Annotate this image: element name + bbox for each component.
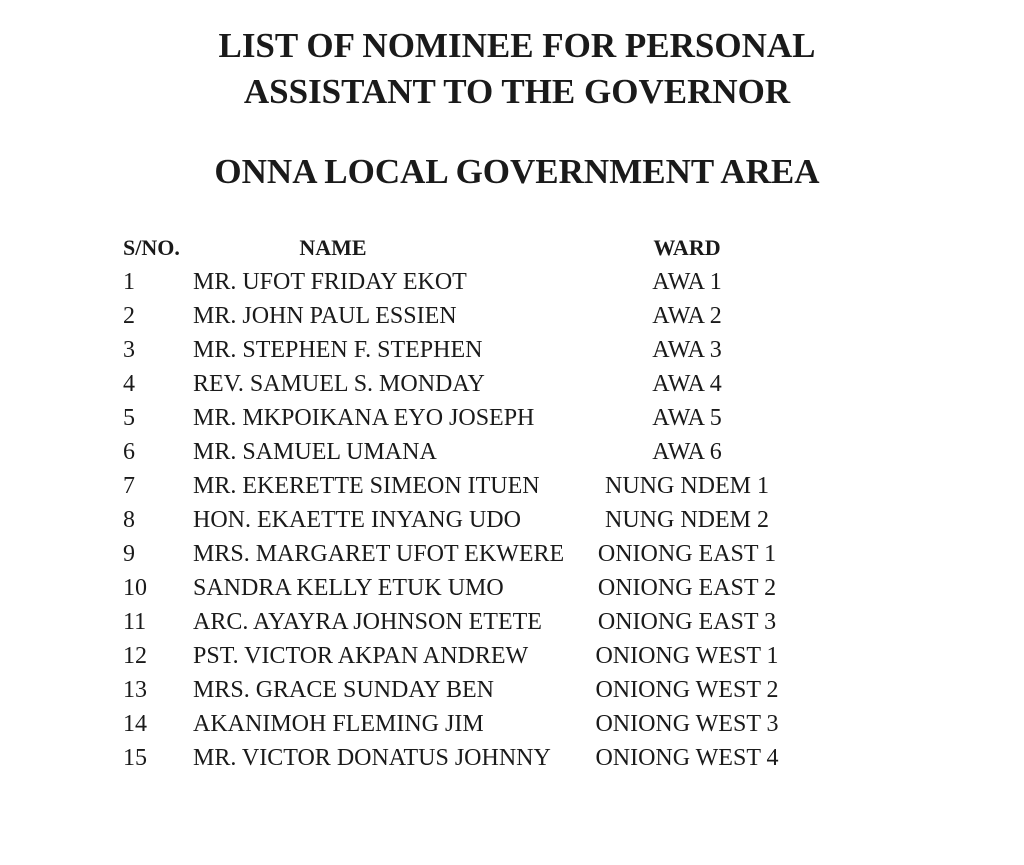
serial-number: 11 [123, 609, 147, 635]
nominee-name: SANDRA KELLY ETUK UMO [193, 575, 504, 601]
table-row [0, 299, 1024, 333]
nominee-name: MRS. MARGARET UFOT EKWERE [193, 541, 565, 567]
ward-name: ONIONG WEST 3 [595, 711, 779, 737]
document-title-line-2: ASSISTANT TO THE GOVERNOR [243, 72, 791, 111]
header-name: NAME [299, 235, 367, 260]
serial-number: 12 [123, 643, 147, 669]
header-ward: WARD [653, 235, 721, 260]
ward-name: NUNG NDEM 1 [605, 473, 769, 499]
ward-name: ONIONG EAST 1 [597, 541, 777, 567]
table-row [0, 571, 1024, 605]
nominee-name: MR. VICTOR DONATUS JOHNNY [193, 745, 551, 771]
nominee-name: MR. STEPHEN F. STEPHEN [193, 337, 483, 363]
table-row [0, 537, 1024, 571]
nominee-name: PST. VICTOR AKPAN ANDREW [193, 643, 529, 669]
table-row [0, 367, 1024, 401]
serial-number: 6 [123, 439, 135, 465]
nominee-name: MRS. GRACE SUNDAY BEN [193, 677, 494, 703]
ward-name: ONIONG EAST 2 [597, 575, 777, 601]
ward-name: AWA 1 [652, 269, 722, 295]
ward-name: ONIONG WEST 4 [595, 745, 779, 771]
ward-name: AWA 2 [652, 303, 722, 329]
nominee-name: HON. EKAETTE INYANG UDO [193, 507, 521, 533]
nominee-name: ARC. AYAYRA JOHNSON ETETE [193, 609, 542, 635]
serial-number: 10 [123, 575, 147, 601]
table-header [0, 231, 1024, 265]
nominee-name: MR. SAMUEL UMANA [193, 439, 437, 465]
ward-name: NUNG NDEM 2 [605, 507, 769, 533]
document-subtitle: ONNA LOCAL GOVERNMENT AREA [214, 152, 820, 191]
serial-number: 8 [123, 507, 135, 533]
document-title-line-1: LIST OF NOMINEE FOR PERSONAL [218, 26, 816, 65]
serial-number: 13 [123, 677, 147, 703]
nominee-name: MR. JOHN PAUL ESSIEN [193, 303, 457, 329]
ward-name: ONIONG EAST 3 [597, 609, 777, 635]
table-row [0, 605, 1024, 639]
serial-number: 4 [123, 371, 135, 397]
serial-number: 15 [123, 745, 147, 771]
serial-number: 2 [123, 303, 135, 329]
serial-number: 3 [123, 337, 135, 363]
serial-number: 9 [123, 541, 135, 567]
serial-number: 1 [123, 269, 135, 295]
nominee-name: AKANIMOH FLEMING JIM [193, 711, 484, 737]
nominee-name: REV. SAMUEL S. MONDAY [193, 371, 485, 397]
serial-number: 5 [123, 405, 135, 431]
serial-number: 14 [123, 711, 147, 737]
header-sn: S/NO. [123, 235, 180, 260]
ward-name: AWA 5 [652, 405, 722, 431]
ward-name: ONIONG WEST 1 [595, 643, 779, 669]
table-row [0, 435, 1024, 469]
table-row [0, 741, 1024, 775]
table-row [0, 333, 1024, 367]
table-row [0, 469, 1024, 503]
ward-name: AWA 3 [652, 337, 722, 363]
ward-name: AWA 4 [652, 371, 722, 397]
table-row [0, 639, 1024, 673]
ward-name: ONIONG WEST 2 [595, 677, 779, 703]
ward-name: AWA 6 [652, 439, 722, 465]
nominee-name: MR. UFOT FRIDAY EKOT [193, 269, 467, 295]
table-row [0, 673, 1024, 707]
nominee-name: MR. EKERETTE SIMEON ITUEN [193, 473, 540, 499]
table-row [0, 707, 1024, 741]
table-row [0, 401, 1024, 435]
nominee-name: MR. MKPOIKANA EYO JOSEPH [193, 405, 535, 431]
table-row [0, 503, 1024, 537]
table-row [0, 265, 1024, 299]
serial-number: 7 [123, 473, 135, 499]
